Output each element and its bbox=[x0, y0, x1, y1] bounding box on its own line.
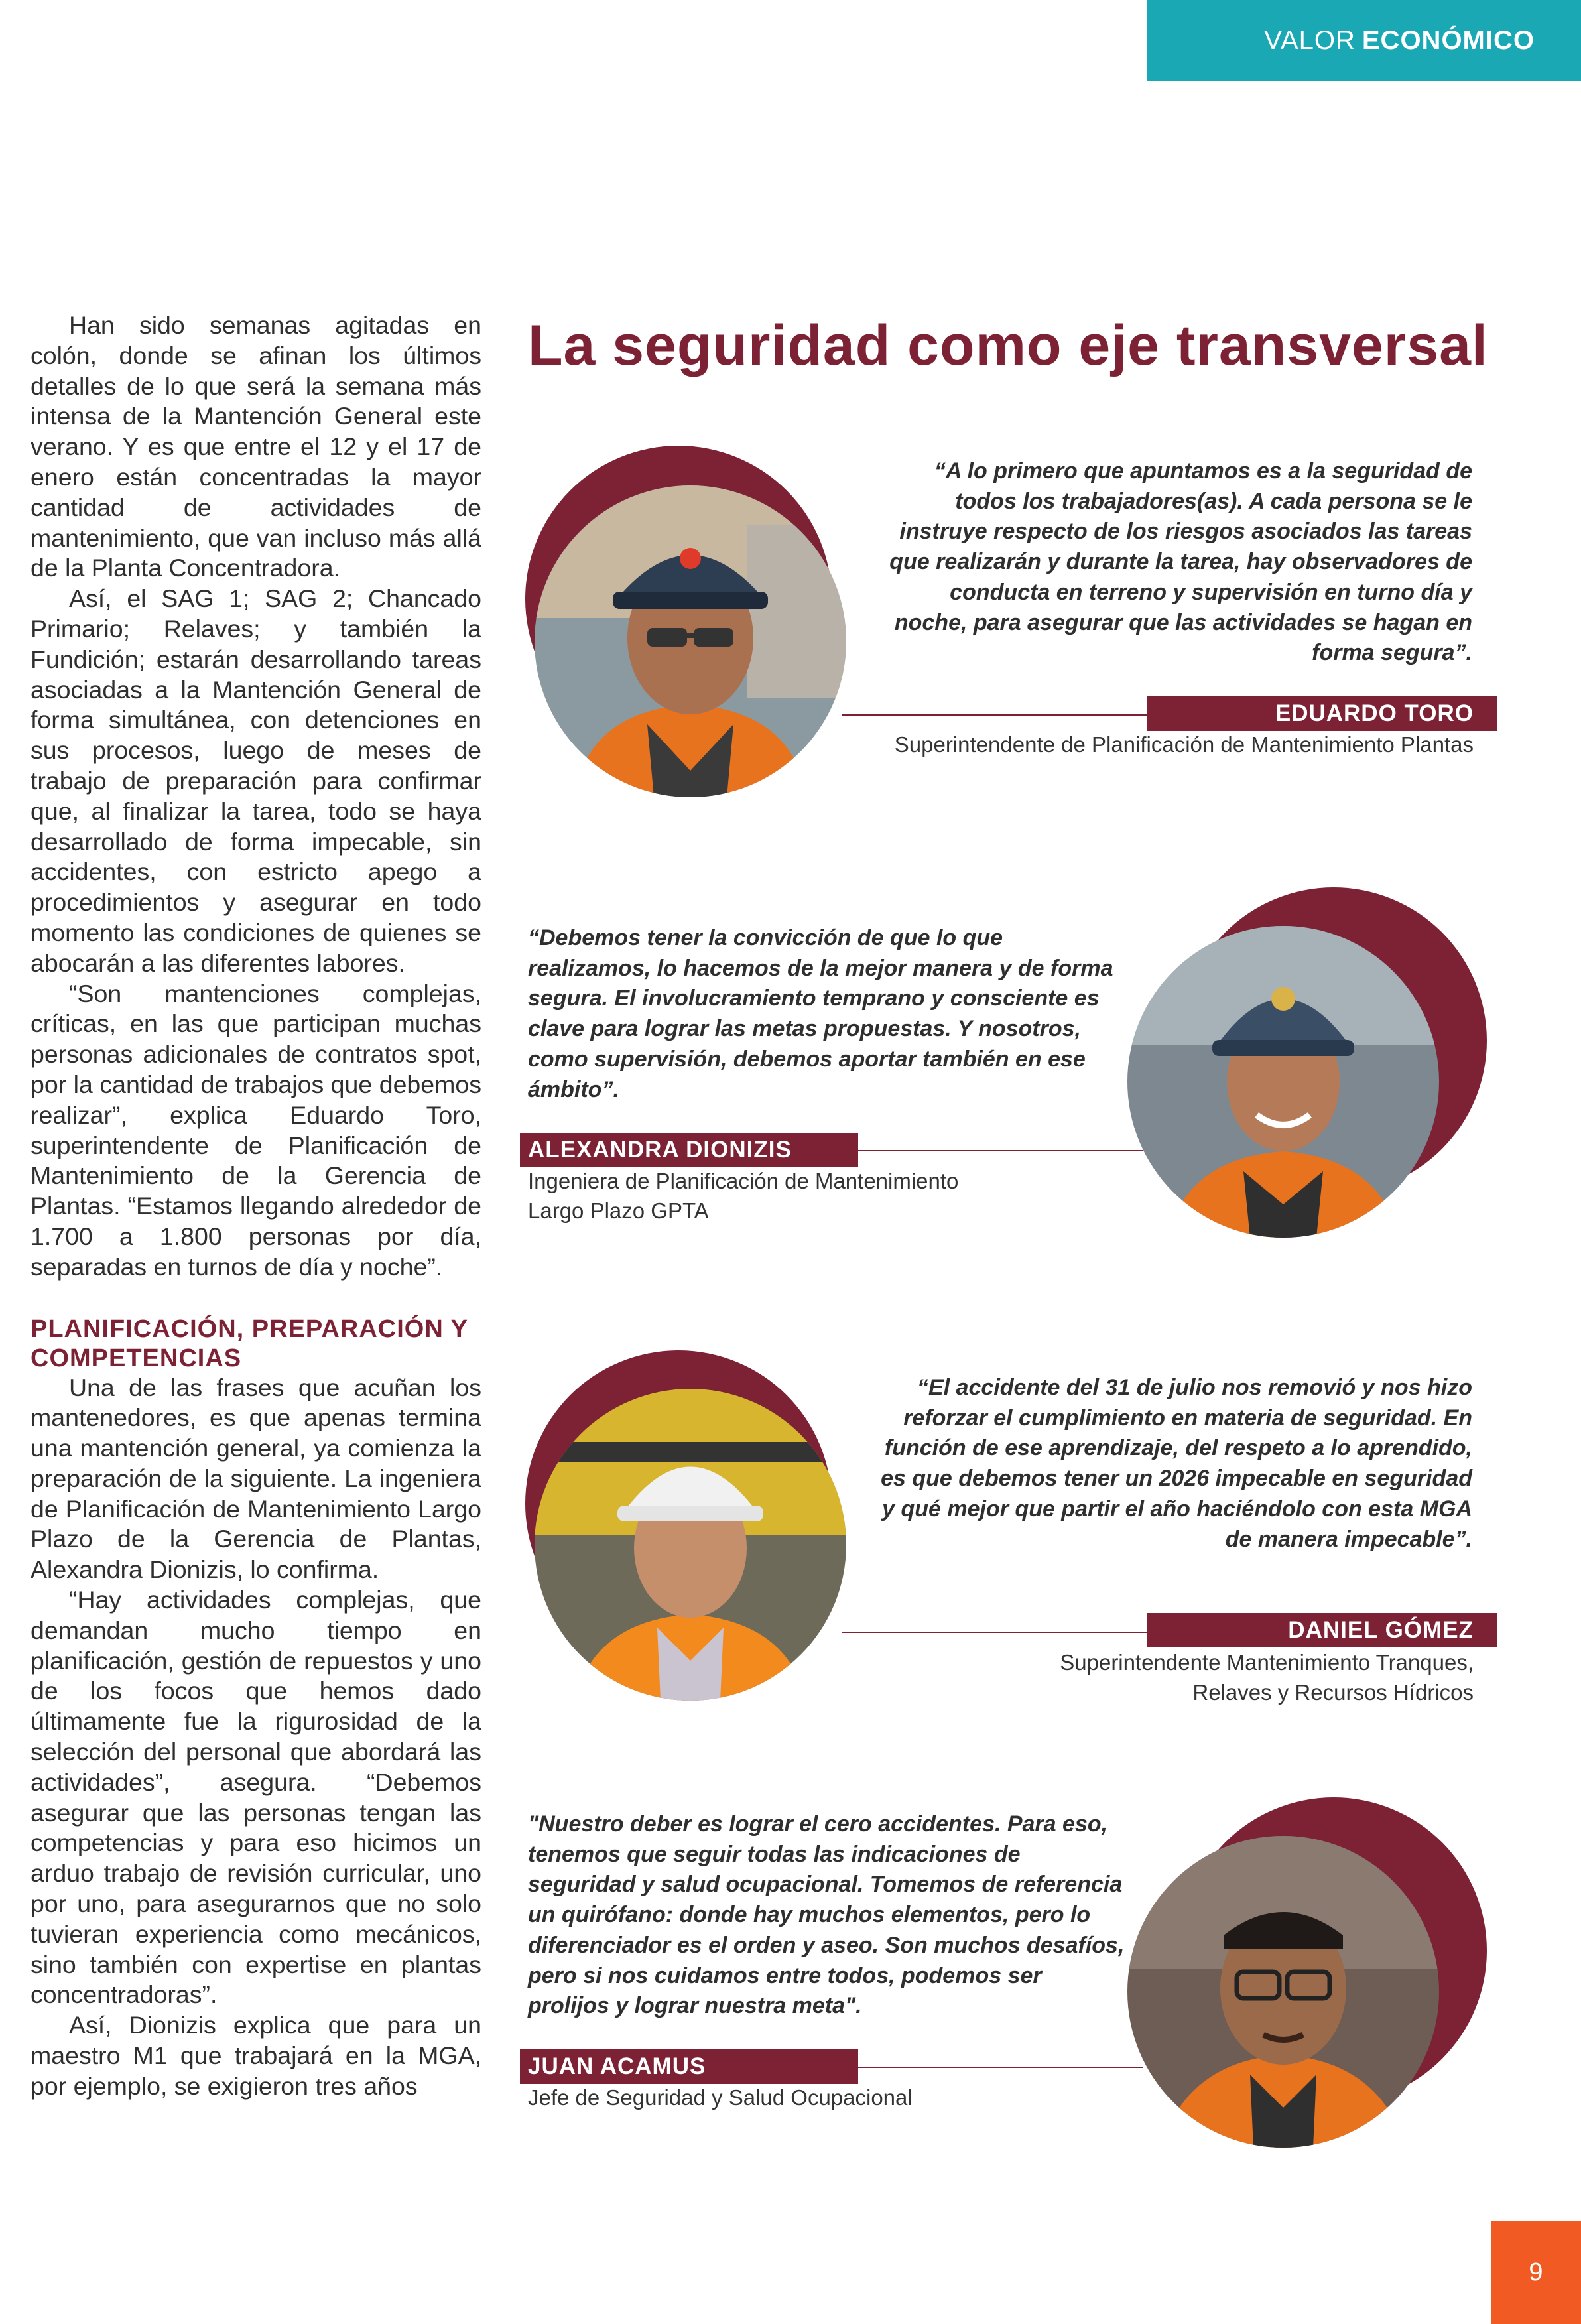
quote-juan-acamus: "Nuestro deber es lograr el cero accidentes. Para eso, tenemos que seguir todas las indicaciones de seguridad y salud ocupacional. Tomemos de referencia un quirófano: donde hay muchos elementos, pero lo diferenciador es el orden y aseo. Son muchos desafíos, pero si nos cuidamos entre todos, podemos ser prolijos y lograr nuestra meta". bbox=[528, 1811, 1125, 2019]
name-daniel-gomez: DANIEL GÓMEZ bbox=[1288, 1617, 1474, 1643]
page-number bbox=[1491, 2221, 1581, 2324]
role-line: Relaves y Recursos Hídricos bbox=[1192, 1680, 1474, 1705]
divider-line bbox=[858, 1150, 1143, 1151]
divider-line bbox=[858, 2067, 1143, 2068]
article-paragraph: “Son mantenciones complejas, críticas, en las que participan muchas personas adicionales de contratos spot, por la cantidad de trabajos que debemos realizar”, explica Eduardo Toro, superintendente de Planificación de Mantenimiento de la Gerencia de Plantas. “Estamos llegando alrededor de 1.700 a 1.800 personas por día, separadas en turnos de día y noche”. bbox=[31, 979, 481, 1281]
worker-photo-icon bbox=[1127, 926, 1439, 1238]
page-number-text: 9 bbox=[1529, 2258, 1543, 2286]
article-paragraph: “Hay actividades complejas, que demandan mucho tiempo en planificación, gestión de repuestos y uno de los focos que hemos dado últimamente fue la rigurosidad de la selección del personal que abordará las actividades”, asegura. “Debemos asegurar que las personas tengan las competencias y para eso hicimos un arduo trabajo de revisión curricular, uno por uno, para asegurarnos que no solo tuvieran experiencia como mecánicos, sino también con expertise en plantas concentradoras”. bbox=[31, 1586, 481, 2009]
article-paragraph: Una de las frases que acuñan los mantenedores, es que apenas termina una mantención general, ya comienza la preparación de la siguiente. La ingeniera de Planificación de Mantenimiento Largo Plazo de la Gerencia de Plantas, Alexandra Dionizis, lo confirma. bbox=[31, 1373, 481, 1584]
name-juan-acamus: JUAN ACAMUS bbox=[528, 2053, 706, 2079]
article-subheading: PLANIFICACIÓN, PREPARACIÓN Y COMPETENCIAS bbox=[31, 1315, 468, 1372]
quote-eduardo-toro: “A lo primero que apuntamos es a la seguridad de todos los trabajadores(as). A cada persona se le instruye respecto de los riesgos asociados las tareas que realizarán y durante la tarea, hay observadores de conducta en terreno y supervisión en turno día y noche, para asegurar que las actividades se hagan en forma segura”. bbox=[889, 458, 1472, 666]
article-paragraph: Han sido semanas agitadas en colón, donde se afinan los últimos detalles de lo que será la semana más intensa de la Mantención General este verano. Y es que entre el 12 y el 17 de enero están concentradas la mayor cantidad de actividades de mantenimiento, que van incluso más allá de la Planta Concentradora. bbox=[31, 311, 481, 582]
role-juan-acamus bbox=[528, 2083, 1125, 2112]
article-paragraph: Así, el SAG 1; SAG 2; Chancado Primario; Relaves; y también la Fundición; estarán desarrollando tareas asociadas a la Mantención General de forma simultánea, con detenciones en sus procesos, luego de meses de trabajo de preparación para confirmar que, al finalizar la tarea, todo se haya desarrollado de forma impecable, sin accidentes, con estricto apego a procedimientos y asegurar en todo momento las condiciones de quienes se abocarán a las diferentes labores. bbox=[31, 584, 481, 977]
quote-daniel-gomez: “El accidente del 31 de julio nos removió y nos hizo reforzar el cumplimiento en materia de seguridad. En función de ese aprendizaje, del respeto a lo aprendido, es que debemos tener un 2026 impecable en seguridad y qué mejor que partir el año haciéndolo con esta MGA de manera impecable”. bbox=[881, 1375, 1472, 1552]
role-daniel-gomez bbox=[796, 1647, 1474, 1707]
name-tag-daniel-gomez bbox=[1147, 1613, 1497, 1647]
section-label-light: VALOR bbox=[1264, 25, 1356, 55]
quote-alexandra-dionizis: “Debemos tener la convicción de que lo que realizamos, lo hacemos de la mejor manera y de forma segura. El involucramiento temprano y consciente es clave para lograr las metas propuestas. Y nosotros, como supervisión, debemos aportar también en ese ámbito”. bbox=[528, 925, 1113, 1102]
role-alexandra-dionizis bbox=[528, 1166, 1125, 1226]
name-alexandra-dionizis: ALEXANDRA DIONIZIS bbox=[528, 1137, 792, 1163]
divider-line bbox=[842, 1632, 1147, 1633]
name-tag-eduardo-toro bbox=[1147, 696, 1497, 731]
role-line: Superintendente Mantenimiento Tranques, bbox=[1060, 1650, 1474, 1675]
name-tag-alexandra-dionizis bbox=[520, 1133, 858, 1167]
article-column bbox=[31, 310, 481, 2102]
name-tag-juan-acamus bbox=[520, 2049, 858, 2084]
section-label-bold: ECONÓMICO bbox=[1361, 25, 1535, 55]
name-eduardo-toro: EDUARDO TORO bbox=[1275, 700, 1474, 726]
worker-photo-icon bbox=[1127, 1836, 1439, 2148]
page-title: La seguridad como eje transversal bbox=[528, 314, 1488, 377]
divider-line bbox=[842, 714, 1147, 716]
role-line: Superintendente de Planificación de Mantenimiento Plantas bbox=[894, 732, 1474, 757]
role-line: Jefe de Seguridad y Salud Ocupacional bbox=[528, 2085, 913, 2110]
role-eduardo-toro bbox=[796, 730, 1474, 759]
role-line: Largo Plazo GPTA bbox=[528, 1198, 709, 1223]
section-tab bbox=[1147, 0, 1581, 81]
role-line: Ingeniera de Planificación de Mantenimiento bbox=[528, 1169, 959, 1193]
article-paragraph: Así, Dionizis explica que para un maestro M1 que trabajará en la MGA, por ejemplo, se exigieron tres años bbox=[31, 2011, 481, 2100]
